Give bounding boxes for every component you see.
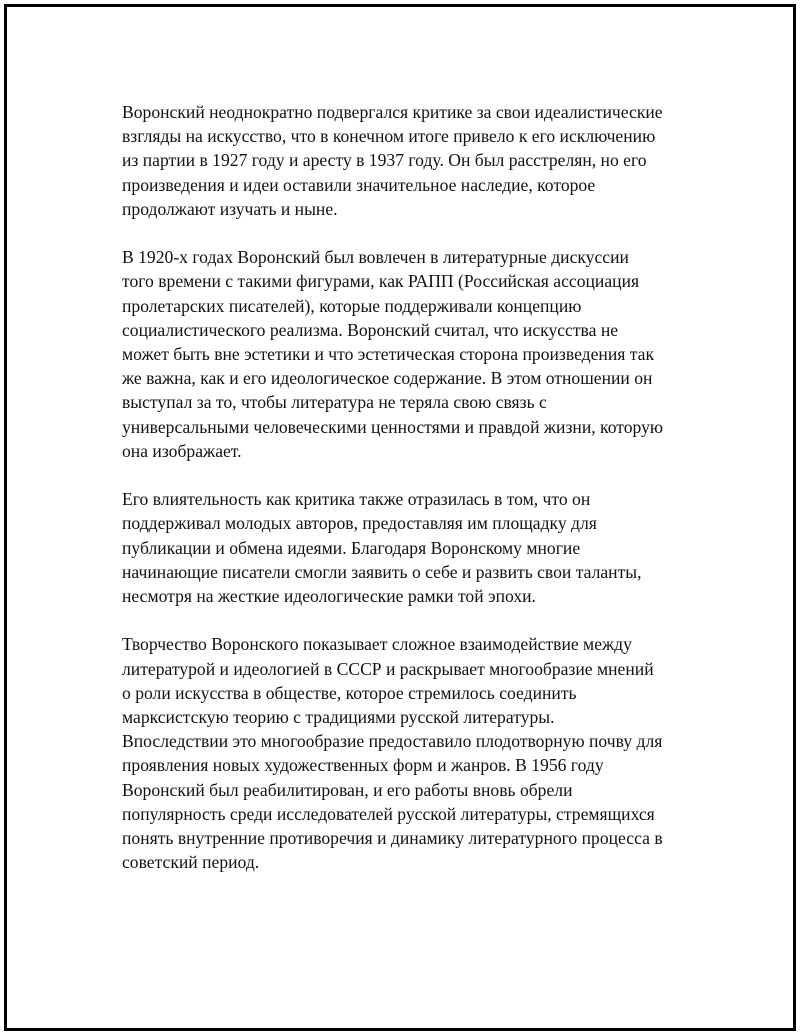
text-line: Его влиятельность как критика также отразилась в том, что он — [122, 489, 591, 510]
text-line: продолжают изучать и ныне. — [122, 198, 338, 219]
text-line: выступал за то, чтобы литература не теряла свою связь с — [122, 392, 547, 413]
text-line: универсальными человеческими ценностями и правдой жизни, которую — [122, 416, 664, 437]
text-line: Творчество Воронского показывает сложное взаимодействие между — [122, 634, 632, 655]
page-frame — [4, 4, 796, 1031]
paragraph-4 — [122, 632, 697, 874]
text-line: произведения и идеи оставили значительное наследие, которое — [122, 174, 596, 195]
text-line: о роли искусства в обществе, которое стремилось соединить — [122, 682, 577, 703]
text-line: поддерживал молодых авторов, предоставляя им площадку для — [122, 513, 597, 534]
paragraph-3 — [122, 487, 697, 608]
text-line: взгляды на искусство, что в конечном итоге привело к его исключению — [122, 126, 656, 147]
text-line: же важна, как и его идеологическое содержание. В этом отношении он — [122, 368, 653, 389]
text-line: проявления новых художественных форм и жанров. В 1956 году — [122, 755, 604, 776]
text-line: социалистического реализма. Воронский считал, что искусства не — [122, 319, 619, 340]
text-line: Воронский неоднократно подвергался критике за свои идеалистические — [122, 102, 663, 122]
document-body — [122, 100, 697, 899]
paragraph-1 — [122, 100, 697, 221]
text-line: В 1920-х годах Воронский был вовлечен в литературные дискуссии — [122, 247, 629, 268]
text-line: начинающие писатели смогли заявить о себе и развить свои таланты, — [122, 561, 642, 582]
text-line: марксистскую теорию с традициями русской литературы. — [122, 707, 555, 728]
text-line: Воронский был реабилитирован, и его работы вновь обрели — [122, 779, 573, 800]
text-line: пролетарских писателей), которые поддерживали концепцию — [122, 295, 582, 316]
text-line: Впоследствии это многообразие предоставило плодотворную почву для — [122, 731, 663, 752]
text-line: может быть вне эстетики и что эстетическая сторона произведения так — [122, 344, 654, 365]
text-line: того времени с такими фигурами, как РАПП (Российская ассоциация — [122, 271, 640, 292]
text-line: популярность среди исследователей русской литературы, стремящихся — [122, 803, 655, 824]
text-line: из партии в 1927 году и аресту в 1937 году. Он был расстрелян, но его — [122, 150, 647, 171]
text-line: понять внутренние противоречия и динамику литературного процесса в — [122, 828, 663, 849]
text-line: советский период. — [122, 852, 260, 873]
text-line: литературой и идеологией в СССР и раскрывает многообразие мнений — [122, 658, 654, 679]
paragraph-2 — [122, 245, 697, 463]
text-line: несмотря на жесткие идеологические рамки той эпохи. — [122, 586, 536, 607]
text-line: публикации и обмена идеями. Благодаря Воронскому многие — [122, 537, 581, 558]
text-line: она изображает. — [122, 440, 242, 461]
